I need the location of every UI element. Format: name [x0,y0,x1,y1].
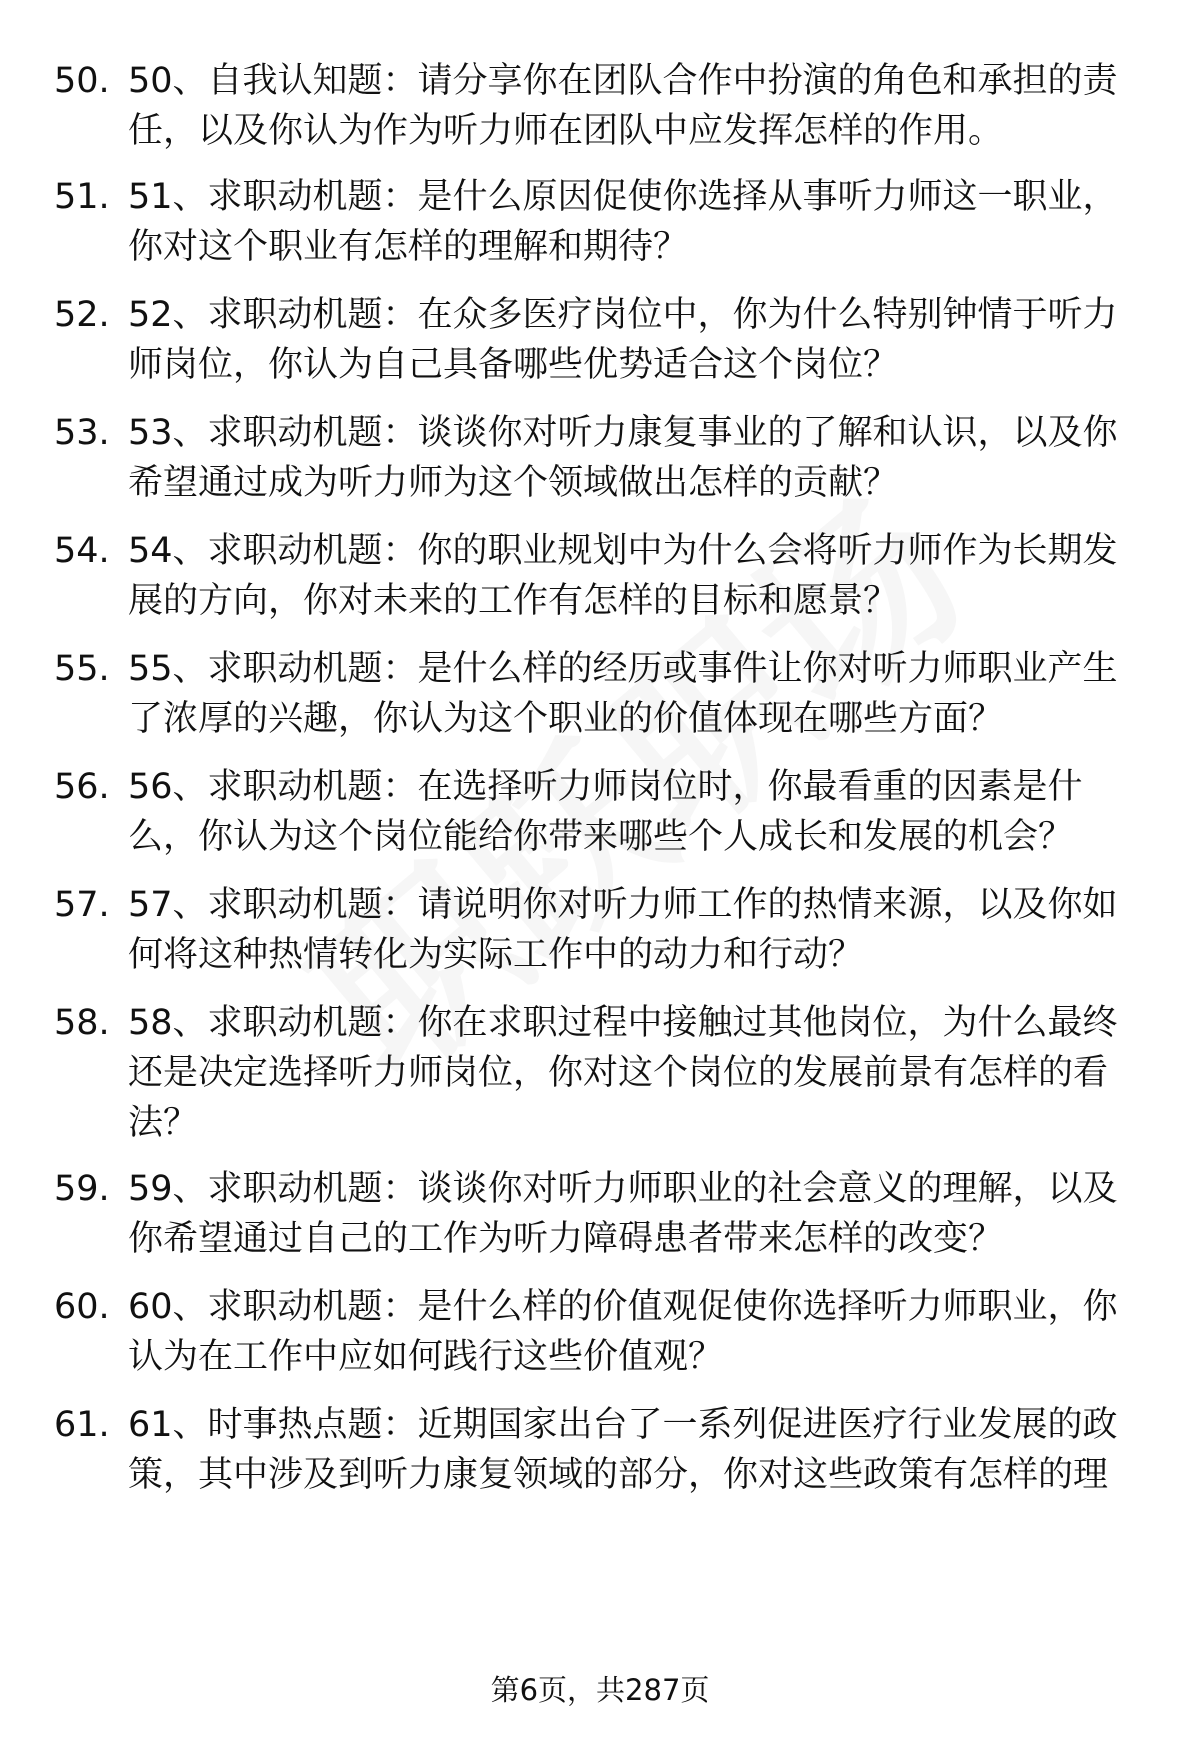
question-number: 55. [54,649,110,689]
page-number-footer: 第6页，共287页 [490,1673,710,1707]
question-text: 53、求职动机题：谈谈你对听力康复事业的了解和认识，以及你希望通过成为听力师为这个领域做出怎样的贡献？ [128,413,1118,503]
question-number: 53. [54,413,110,453]
question-number: 60. [54,1287,110,1327]
question-text: 50、自我认知题：请分享你在团队合作中扮演的角色和承担的责任，以及你认为作为听力师在团队中应发挥怎样的作用。 [128,61,1118,151]
question-number: 57. [54,885,110,925]
question-text: 55、求职动机题：是什么样的经历或事件让你对听力师职业产生了浓厚的兴趣，你认为这个职业的价值体现在哪些方面？ [128,649,1118,739]
question-text: 54、求职动机题：你的职业规划中为什么会将听力师作为长期发展的方向，你对未来的工作有怎样的目标和愿景？ [128,531,1118,621]
question-number: 58. [54,1003,110,1043]
question-text: 52、求职动机题：在众多医疗岗位中，你为什么特别钟情于听力师岗位，你认为自己具备哪些优势适合这个岗位？ [128,295,1118,385]
question-number: 51. [54,177,110,217]
question-number: 61. [54,1405,110,1445]
question-number: 52. [54,295,110,335]
question-text: 56、求职动机题：在选择听力师岗位时，你最看重的因素是什么，你认为这个岗位能给你带来哪些个人成长和发展的机会？ [128,767,1083,857]
question-text: 59、求职动机题：谈谈你对听力师职业的社会意义的理解，以及你希望通过自己的工作为听力障碍患者带来怎样的改变？ [128,1169,1118,1259]
question-number: 50. [54,61,110,101]
question-text: 61、时事热点题：近期国家出台了一系列促进医疗行业发展的政策，其中涉及到听力康复领域的部分，你对这些政策有怎样的理 [128,1405,1118,1495]
question-text: 51、求职动机题：是什么原因促使你选择从事听力师这一职业，你对这个职业有怎样的理解和期待？ [128,177,1118,267]
question-number: 54. [54,531,110,571]
question-text: 60、求职动机题：是什么样的价值观促使你选择听力师职业，你认为在工作中应如何践行这些价值观？ [128,1287,1118,1377]
question-text: 58、求职动机题：你在求职过程中接触过其他岗位，为什么最终还是决定选择听力师岗位，你对这个岗位的发展前景有怎样的看法？ [128,1003,1118,1143]
question-number: 56. [54,767,110,807]
question-text: 57、求职动机题：请说明你对听力师工作的热情来源，以及你如何将这种热情转化为实际工作中的动力和行动？ [128,885,1118,975]
question-number: 59. [54,1169,110,1209]
